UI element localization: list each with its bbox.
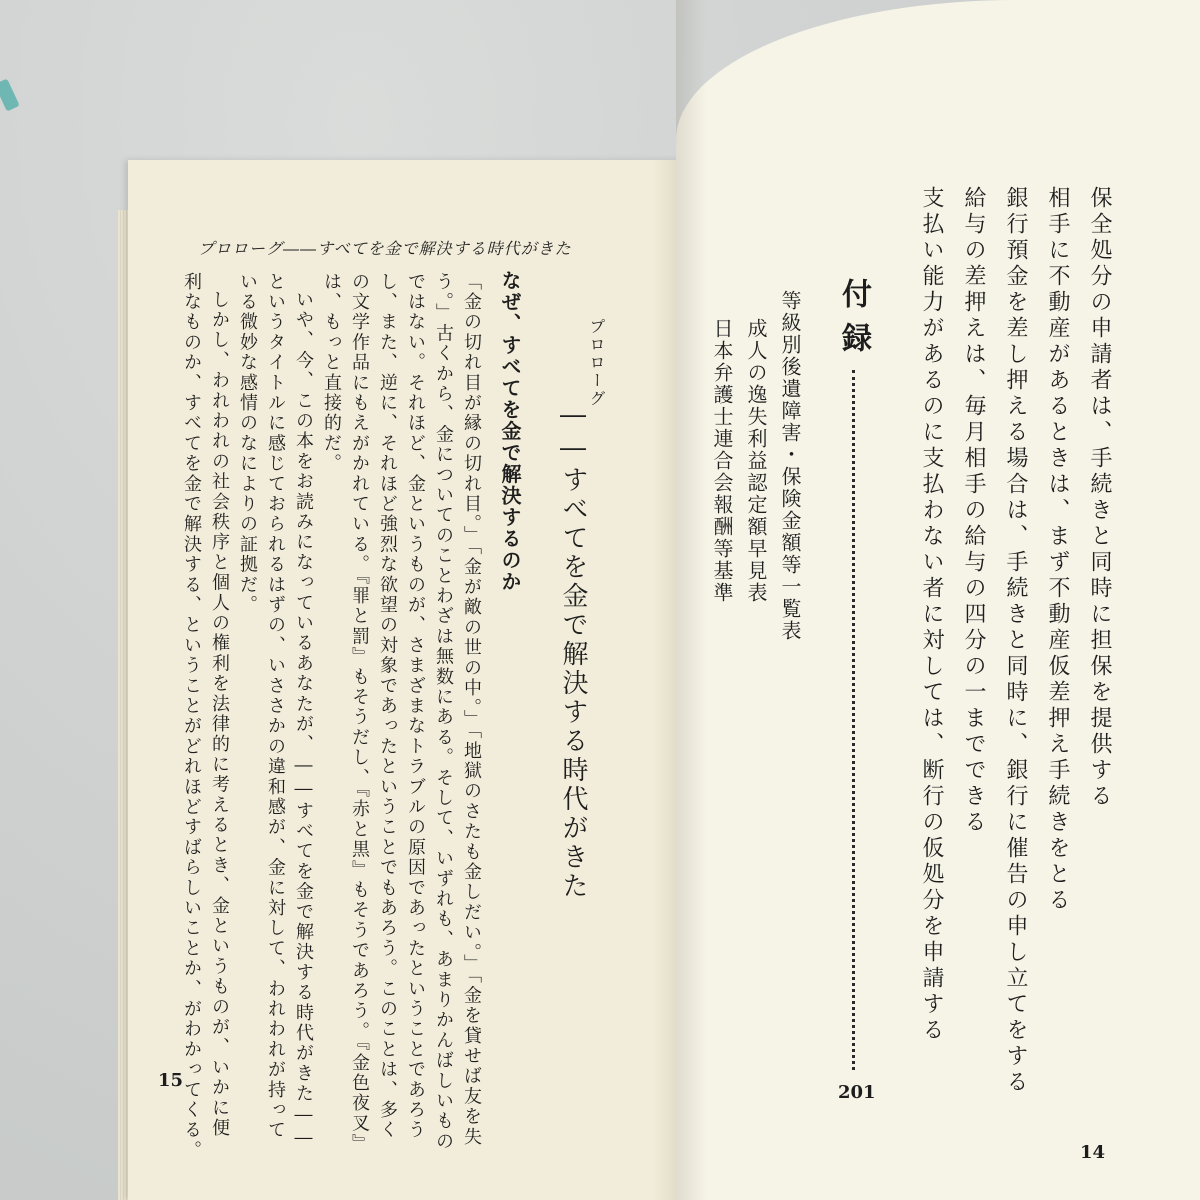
contents-line: 銀行預金を差し押える場合は、手続きと同時に、銀行に催告の申し立てをする: [1003, 186, 1028, 1096]
section-heading: なぜ、すべてを金で解決するのか: [498, 270, 522, 593]
page-stack-edge: [118, 210, 128, 1200]
contents-line: 相手に不動産があるときは、まず不動産仮差押え手続きをとる: [1045, 186, 1070, 914]
appendix-item: 等級別後遺障害・保険金額等一覧表: [778, 290, 802, 642]
contents-line: 保全処分の申請者は、手続きと同時に担保を提供する: [1087, 186, 1112, 810]
body-line: しかし、われわれの社会秩序と個人の権利を法律的に考えるとき、金というものが、いかに便: [209, 290, 230, 1139]
page-number-left: 15: [158, 1070, 184, 1091]
page-number-right: 14: [1080, 1142, 1106, 1163]
running-head: プロローグ――すべてを金で解決する時代がきた: [198, 239, 572, 258]
appendix-page-number: 201: [838, 1082, 876, 1103]
body-line: 利なものか、すべてを金で解決する、ということがどれほどすばらしいことか、がわかってくる。: [181, 272, 202, 1161]
body-line: う。」古くから、金についてのことわざは無数にある。そして、いずれも、あまりかんばしいもの: [433, 272, 454, 1152]
appendix-mark: 付録: [836, 278, 871, 366]
contents-line: 支払い能力があるのに支払わない者に対しては、断行の仮処分を申請する: [919, 186, 944, 1044]
contents-line: 給与の差押えは、毎月相手の給与の四分の一までできる: [961, 186, 986, 836]
dotted-leader: [852, 370, 855, 1070]
chapter-title-prefix: プロローグ: [587, 318, 606, 408]
body-line: いや、今、この本をお読みになっているあなたが、――すべてを金で解決する時代がきた――: [293, 290, 314, 1151]
body-line: ではない。それほど、金というものが、さまざまなトラブルの原因であったということであろう: [405, 272, 426, 1141]
appendix-item: 成人の逸失利益認定額早見表: [744, 318, 768, 604]
appendix-item: 日本弁護士連合会報酬等基準: [710, 318, 734, 604]
body-line: いる微妙な感情のなによりの証拠だ。: [237, 272, 258, 616]
body-line: 「金の切れ目が縁の切れ目。」「金が敵の世の中。」「地獄のさたも金しだい。」「金を貸せば友を失: [461, 272, 482, 1148]
body-line: は、もっと直接的だ。: [321, 272, 342, 474]
body-line: し、また、逆に、それほど強烈な欲望の対象であったということでもあろう。このことは、多く: [377, 272, 398, 1141]
body-line: というタイトルに感じておられるはずの、いささかの違和感が、金に対して、われわれが持って: [265, 272, 286, 1141]
body-line: の文学作品にもえがかれている。『罪と罰』もそうだし、『赤と黒』もそうであろう。『金色夜叉』: [349, 272, 370, 1154]
chapter-title: ――すべてを金で解決する時代がきた: [558, 400, 588, 901]
